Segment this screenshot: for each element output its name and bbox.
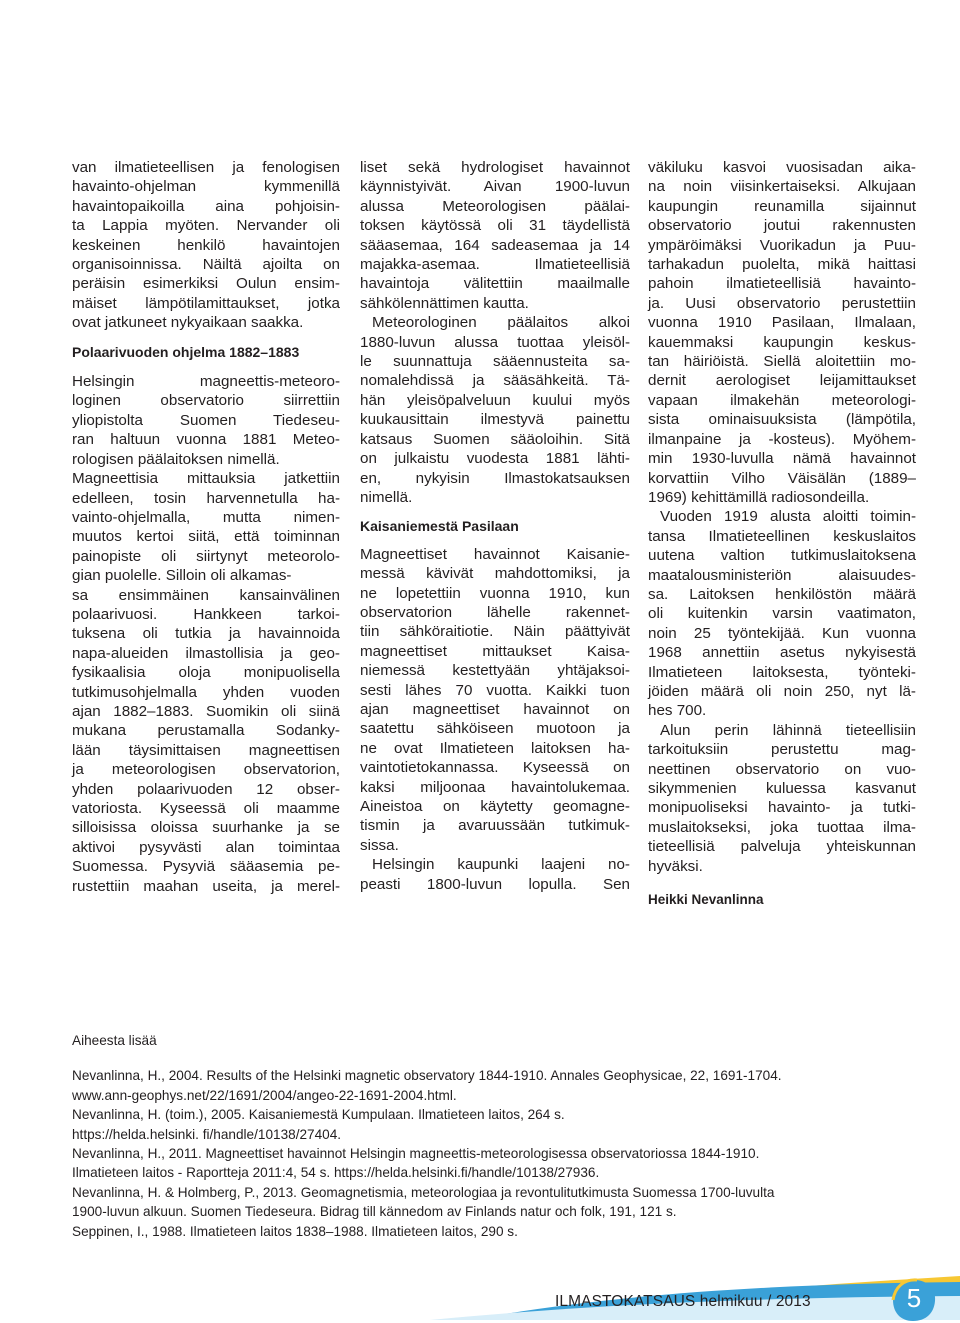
text-line: muutos kertoi siitä, että toiminnan [72,528,340,546]
text-line: min 1930-luvulla nämä havainnot [648,450,916,468]
text-line: 1969) kehittämillä radiosondeilla. [648,488,870,506]
text-line: fysikaalisia oloja monipuolisella [72,664,340,682]
text-line: tiin sähköraitiotie. Näin päättyivät [360,623,630,641]
text-line: ja. Uusi observatorio perustettiin [648,294,916,312]
reference-line: https://helda.helsinki. fi/handle/10138/27404. [72,1126,342,1142]
text-line: napa-alueiden ilmastollisia ja geo- [72,644,340,662]
text-line: loginen observatorio siirrettiin [72,392,340,410]
reference-line: 1900-luvun alkuun. Suomen Tiedeseura. Bidrag till kännedom av Finlands natur och folk, 191, 121 s. [72,1204,677,1220]
text-line: majakka-asemaa. Ilmatieteellisiä [360,256,630,274]
text-line: saatettu sähköiseen muotoon ja [360,720,630,738]
text-line: organisoinnissa. Näiltä ajoilta on [72,256,340,274]
text-line: en, nykyisin Ilmastokatsauksen [360,469,630,487]
text-line: niemessä kestettyään yhtäjaksoi- [360,662,630,680]
text-line: vuonna 1910 Pasilaan, Ilmalaan, [648,314,916,332]
text-line: dernit aerologiset leijamittaukset [648,372,916,390]
section-heading-polar-year: Polaarivuoden ohjelma 1882–1883 [72,343,300,360]
reference-line: www.ann-geophys.net/22/1691/2004/angeo-22-1691-2004.html. [72,1087,457,1103]
text-line: tan häiriöistä. Siellä aloitettiin mo- [648,353,916,371]
text-line: on julkaistu vuodesta 1881 lähti- [360,450,630,468]
text-line: havainto-ohjelman kymmenillä [72,178,340,196]
text-line: yhden polaarivuoden 12 obser- [72,780,340,798]
text-line: le suunnattuja sääennusteita sa- [360,353,630,371]
references-section [72,1031,922,1241]
reference-line: Nevanlinna, H., 2011. Magneettiset havainnot Helsingin magneettis-meteorologisessa observatoriossa 1844-1910. [72,1146,760,1162]
text-line: ajan 1882–1883. Suomikin oli siinä [72,702,340,720]
text-line: sa. Laitoksen henkilöstön määrä [648,585,916,603]
text-line: ympäröimäksi Vuorikadun ja Puu- [648,236,916,254]
text-line: oli kuitenkin varsin vaatimaton, [648,605,916,623]
text-line: Meteorologinen päälaitos alkoi [372,314,630,332]
reference-line: Nevanlinna, H. & Holmberg, P., 2013. Geomagnetismia, meteorologiaa ja revontulitutkimusta Suomessa 1700-luvulta [72,1184,775,1200]
text-line: messä kävivät mahdottomiksi, ja [360,565,630,583]
text-line: sa ensimmäinen kansainvälinen [72,586,340,604]
text-line: Ilmatieteen laitoksesta, työnteki- [648,663,916,681]
text-line: sesti lähes 70 vuotta. Kaikki tuon [360,681,630,699]
text-line: rustettiin maahan useita, ja merel- [72,877,340,895]
text-line: magneettiset mittaukset Kaisa- [360,642,630,660]
text-line: sähkölennättimen kautta. [360,294,529,312]
text-line: maatalousministeriön alaisuudes- [648,566,916,584]
text-line: polaarivuosi. Hankkeen tarkoi- [72,605,340,623]
text-line: liset sekä hydrologiset havainnot [360,159,630,176]
reference-line: Nevanlinna, H., 2004. Results of the Helsinki magnetic observatory 1844-1910. Annales Geophysicae, 22, 1691-1704. [72,1068,782,1084]
text-line: Alun perin lähinnä tieteellisiin [660,721,916,739]
text-line: observatorion lähelle rakennet- [360,603,630,621]
text-line: 1880-luvun alussa tuottaa yleisöl- [360,333,630,351]
text-line: painopiste oli siirtynyt meteorolo- [72,547,340,565]
text-line: pahoin ilmatieteellisiä havainto- [648,275,916,293]
text-line: tismin ja avaruussään tutkimuk- [360,817,630,835]
column-1-intro-text [72,158,340,333]
text-line: Helsingin kaupunki laajeni no- [372,856,630,874]
text-line: gian puolelle. Silloin oli alkamas- [72,567,292,585]
reference-line: Seppinen, I., 1988. Ilmatieteen laitos 1838–1988. Ilmatieteen laitos, 290 s. [72,1223,518,1239]
text-line: vainto-ohjelmalla, mutta nimen- [72,508,340,526]
text-line: ja meteorologisen observatorion, [72,761,340,779]
article-column-2 [360,158,630,894]
column-1-body-text [72,372,340,896]
text-line: rologisen päälaitoksen nimellä. [72,450,280,468]
text-line: neettinen observatorio on vuo- [648,760,916,778]
text-line: ovat jatkuneet nykyaikaan saakka. [72,314,304,332]
text-line: tutkimusohjelmalla yhden vuoden [72,683,340,701]
text-line: silloisissa oloissa suurhanke ja se [72,819,340,837]
text-line: havaintopaikoilla aina pohjoisin- [72,197,340,215]
text-line: ta Lappia myöten. Nervander oli [72,217,340,235]
text-line: vaintotietokannassa. Kyseessä on [360,759,630,777]
article-column-3 [648,158,916,909]
text-line: sääasemaa, 164 sadeasemaa ja 14 [360,236,630,254]
column-3-body-text [648,158,916,876]
text-line: ilmanpaine ja -kosteus). Myöhem- [648,430,916,448]
text-line: nomalehdissä ja sääsähkeitä. Tä- [360,372,630,390]
text-line: Aineistoa on käytetty geomagne- [360,798,630,815]
text-line: havaintoja välitettiin maailmalle [360,275,630,293]
text-line: keskeinen henkilö havaintojen [72,236,340,254]
text-line: vapaan ilmakehän meteorologi- [648,391,916,409]
text-line: tarkoituksiin perustettu mag- [648,741,916,759]
text-line: tansa Ilmatieteellinen keskuslaitos [648,527,916,545]
magazine-title: ILMASTOKATSAUS helmikuu / 2013 [555,1293,811,1310]
text-line: Suomessa. Pysyviä sääasemia pe- [72,858,340,876]
text-line: korvattiin Vilho Väisälän (1889– [648,469,916,487]
references-label: Aiheesta lisää [72,1033,157,1048]
reference-line: Nevanlinna, H. (toim.), 2005. Kaisaniemestä Kumpulaan. Ilmatieteen laitos, 264 s. [72,1107,565,1123]
text-line: sikymmenien kuluessa kasvanut [648,780,916,797]
text-line: mukana perustamalla Sodanky- [72,722,340,740]
text-line: tuksena oli tutkia ja havainnoida [72,625,340,643]
text-line: sista ominaisuuksista (lämpötila, [648,411,916,429]
text-line: muslaitokseksi, joka tuottaa ilma- [648,818,916,836]
text-line: lään täysimittaisen magneettisen [72,741,340,759]
text-line: kauemmaksi kaupungin keskus- [648,333,916,351]
text-line: na noin viisinkertaiseksi. Alkujaan [648,178,916,196]
text-line: peasti 1800-luvun lopulla. Sen [360,875,630,893]
column-2-intro-text [360,158,630,507]
text-line: vatoriosta. Kyseessä oli maamme [72,800,340,817]
section-heading-kaisaniemi: Kaisaniemestä Pasilaan [360,518,519,535]
text-line: Helsingin magneettis-meteoro- [72,373,340,391]
text-line: hyväksi. [648,857,703,875]
text-line: Magneettisia mittauksia jatkettiin [72,470,340,488]
text-line: jöiden määrä oli noin 250, nyt lä- [648,682,916,700]
page-number: 5 [906,1283,922,1313]
text-line: alussa Meteorologisen päälai- [360,197,630,215]
text-line: monipuoliseksi havainto- ja tutki- [648,799,916,817]
column-2-body-text [360,545,630,894]
footer-decoration [0,1262,960,1320]
text-line: yliopistolta Suomen Tiedeseu- [72,411,340,429]
text-line: Vuoden 1919 alusta aloitti toimin- [660,508,916,526]
text-line: van ilmatieteellisen ja fenologisen [72,159,340,176]
text-line: mäiset lämpötilamittaukset, jotka [72,294,340,312]
text-line: noin 25 työntekijää. Kun vuonna [648,624,916,642]
text-line: toksen käytössä oli 31 täydellistä [360,217,630,235]
text-line: käynnistyivät. Aivan 1900-luvun [360,178,630,196]
text-line: ran haltuun vuonna 1881 Meteo- [72,431,340,449]
reference-line: Ilmatieteen laitos - Raportteja 2011:4, 54 s. https://helda.helsinki.fi/handle/10138/27936. [72,1165,600,1181]
text-line: ajan magneettiset havainnot on [360,700,630,718]
text-line: kaksi miljoonaa havaintolukemaa. [360,778,630,796]
text-line: ne lopetettiin vuonna 1910, kun [360,584,630,602]
text-line: tieteellisiä palveluja yhteiskunnan [648,838,916,856]
text-line: observatorio joutui rakennusten [648,217,916,235]
text-line: nimellä. [360,488,413,506]
article-column-1 [72,158,340,896]
text-line: edelleen, tosin harvennetulla ha- [72,489,340,507]
author-signature: Heikki Nevanlinna [648,892,764,908]
text-line: uutena valtion tutkimuslaitoksena [648,547,916,565]
text-line: hes 700. [648,702,707,720]
references-list [72,1066,922,1241]
text-line: peräisin esimerkiksi Oulun ensim- [72,275,340,293]
text-line: kaupungin reunamilla sijainnut [648,197,916,215]
text-line: 1968 annettiin asetus nykyisestä [648,644,916,662]
text-line: väkiluku kasvoi vuosisadan aika- [648,159,916,176]
text-line: hän yleisöpalveluun kuului myös [360,391,630,409]
text-line: aktivoi pysyvästi alan toimintaa [72,838,340,856]
text-line: ne ovat Ilmatieteen laitoksen ha- [360,739,630,757]
text-line: katsaus Suomen sääoloihin. Sitä [360,430,630,448]
text-line: tarhakadun puolelta, mikä haittasi [648,256,916,274]
text-line: Magneettiset havainnot Kaisanie- [360,545,630,563]
text-line: sissa. [360,836,399,854]
text-line: kuukausittain ilmestyvä painettu [360,411,630,429]
